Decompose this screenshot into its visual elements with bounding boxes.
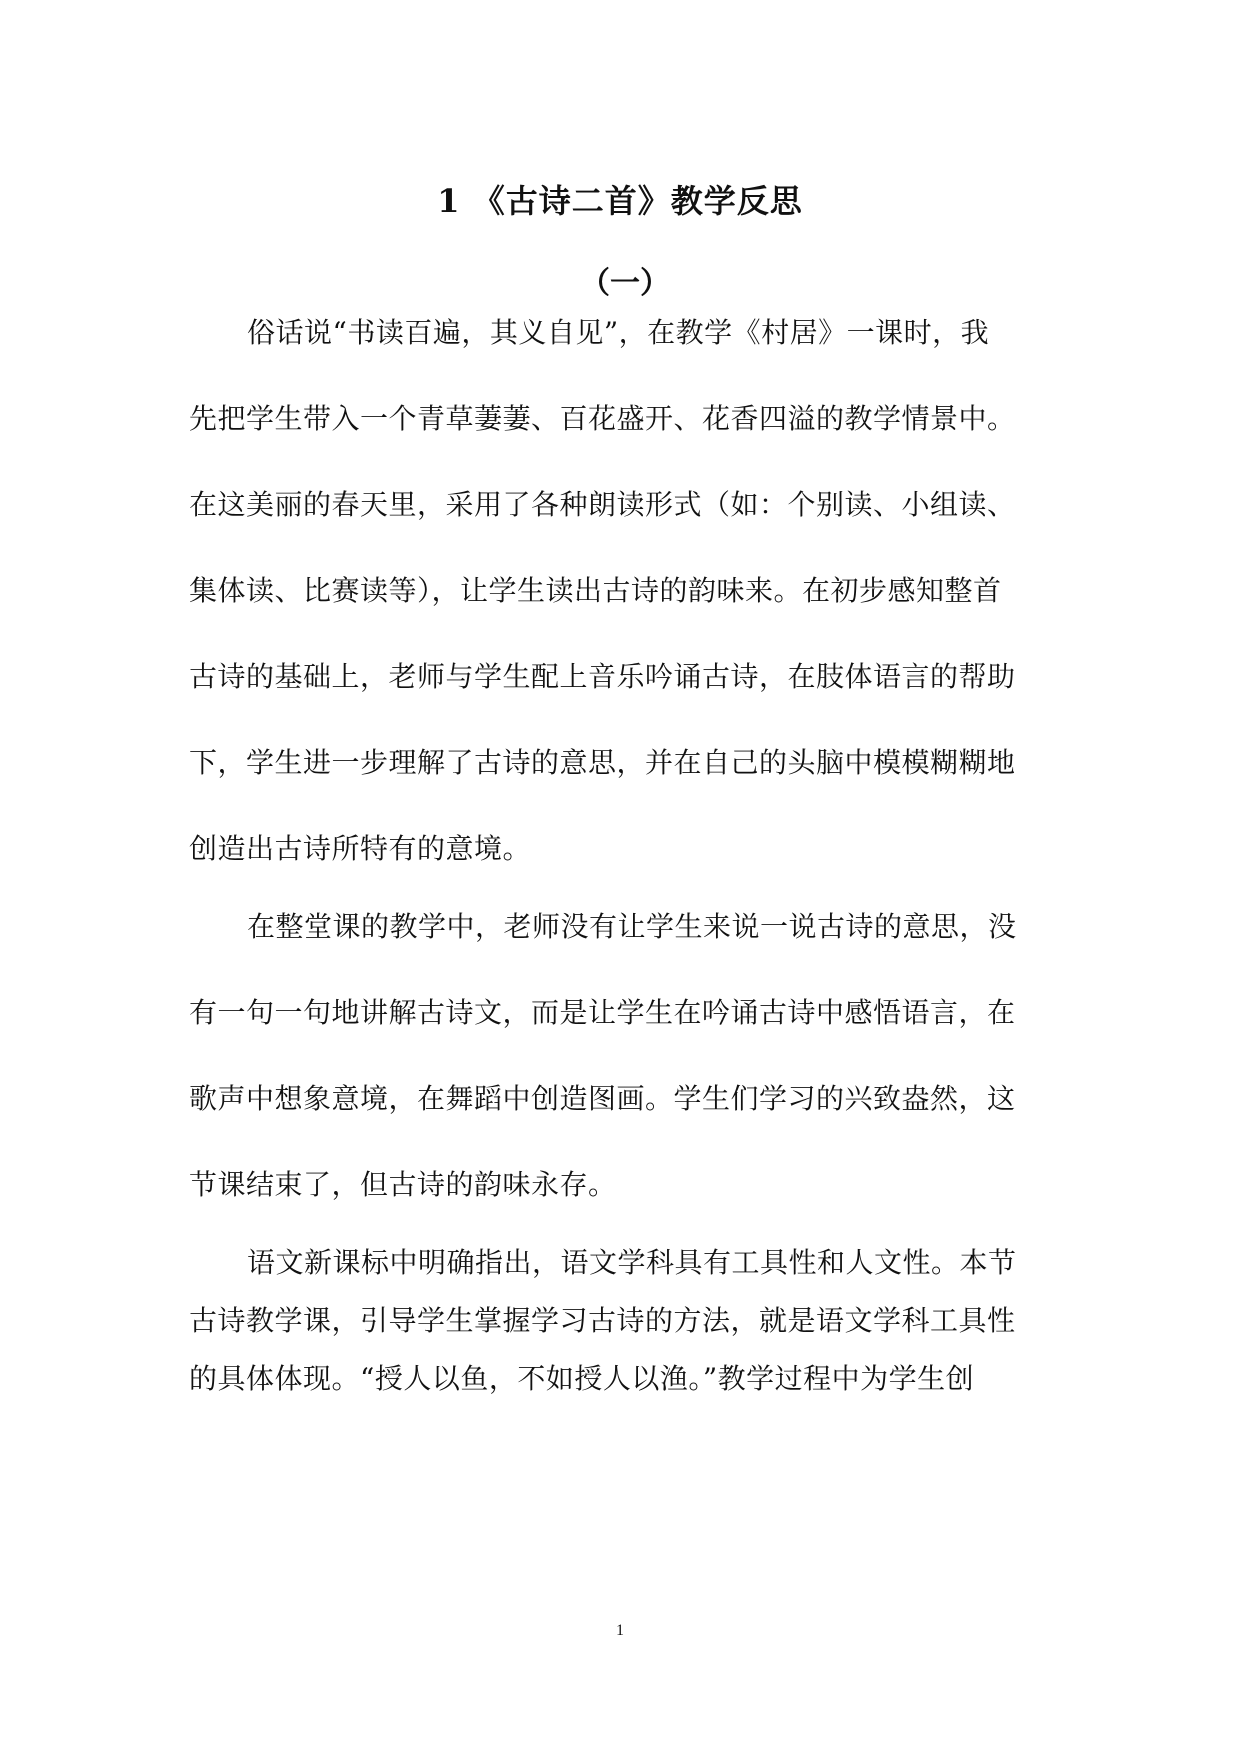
paragraph-1-line-1: 俗话说“书读百遍，其义自见”，在教学《村居》一课时，我 <box>247 316 990 349</box>
page-number: 1 <box>616 1622 624 1639</box>
paragraph-1-line-2: 先把学生带入一个青草萋萋、百花盛开、花香四溢的教学情景中。 <box>189 402 1016 435</box>
paragraph-2-line-4: 节课结束了，但古诗的韵味永存。 <box>189 1168 617 1201</box>
paragraph-3-line-2: 古诗教学课，引导学生掌握学习古诗的方法，就是语文学科工具性 <box>189 1304 1016 1337</box>
paragraph-3-line-1: 语文新课标中明确指出，语文学科具有工具性和人文性。本节 <box>247 1246 1017 1279</box>
paragraph-2-line-1: 在整堂课的教学中，老师没有让学生来说一说古诗的意思，没 <box>247 910 1017 943</box>
document-title: 1 《古诗二首》教学反思 <box>437 182 803 220</box>
section-heading: （一） <box>580 266 670 301</box>
paragraph-1-line-5: 古诗的基础上，老师与学生配上音乐吟诵古诗，在肢体语言的帮助 <box>189 660 1016 693</box>
paragraph-1-line-6: 下，学生进一步理解了古诗的意思，并在自己的头脑中模模糊糊地 <box>189 746 1016 779</box>
paragraph-1-line-3: 在这美丽的春天里，采用了各种朗读形式（如：个别读、小组读、 <box>189 488 1016 521</box>
paragraph-1-line-7: 创造出古诗所特有的意境。 <box>189 832 532 865</box>
paragraph-3-line-3: 的具体体现。“授人以鱼，不如授人以渔。”教学过程中为学生创 <box>189 1362 975 1395</box>
paragraph-2-line-3: 歌声中想象意境，在舞蹈中创造图画。学生们学习的兴致盎然，这 <box>189 1082 1016 1115</box>
paragraph-1-line-4: 集体读、比赛读等），让学生读出古诗的韵味来。在初步感知整首 <box>189 574 1002 607</box>
paragraph-2-line-2: 有一句一句地讲解古诗文，而是让学生在吟诵古诗中感悟语言，在 <box>189 996 1016 1029</box>
